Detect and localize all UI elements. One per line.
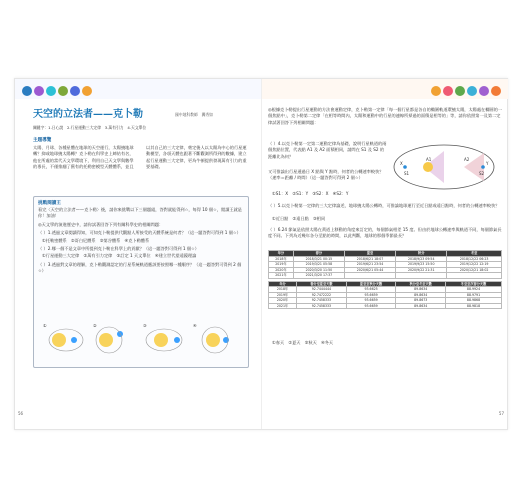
days-row-2021: 2021年 92.7458333 93.6659 89.8634 88.9818	[269, 303, 502, 309]
season-table-header-year: 年分	[269, 251, 294, 257]
season-row-2019: 2019年 2019/3/21 05:58 2019/6/21 23:54 2019/9/23 15:50 2019/12/22 12:19	[269, 262, 502, 268]
left-page	[15, 79, 261, 429]
season-table	[268, 250, 502, 279]
days-row-2018: 2018年 92.7444444 93.6625 89.8634 88.9924	[269, 287, 502, 293]
question-1b: （ ）2.哪一個不是文章中所提到克卜勒在科學上的貢獻？（這一題答對可得到 1 個☆）	[38, 246, 199, 252]
diagram-1-label: ①	[43, 323, 47, 328]
question-2a: （ ）4.以克卜勒第一定第二運動定律為基礎，說明行星軌道的兩個焦點位置，代表點 A1 及 A2 面積相同，請問在 S1 及 S2 的距離比為何？	[268, 141, 387, 159]
orbit-diagram-svg	[39, 320, 243, 358]
season-table-header-spring: 春分	[293, 251, 344, 257]
right-page-number: 57	[498, 411, 504, 416]
diagram-4	[193, 323, 229, 353]
question-2a-options: ①S1：X ②S1：Y ③S2：X ④S2：Y	[272, 191, 349, 196]
question-2c-options: ①春天 ②夏天 ③秋天 ④冬天	[272, 340, 334, 345]
days-table: 年分 春分至夏至天數 夏至至秋分天數 秋分至冬至天數 冬至至次春分天數 2018年 92.7444444 93.6625 89.8634 88.9924 2019年 92.7472222 93.6659 89.8634 88.9791 2020年 92.7458333 93.6659 89.8673 88.9868 2021年 92.7458333 93.6659 89.8634 88.9818	[268, 281, 502, 310]
ellipse-a2: A2	[464, 157, 470, 162]
days-row-2019: 2019年 92.7472222 93.6659 89.8634 88.9791	[269, 292, 502, 298]
diagram-3-label: ③	[143, 323, 147, 328]
season-table-wrap	[268, 250, 502, 309]
question-1c: （ ）3.透過對文章的理解，克卜勒觀測認定的行星系統軌道應該要按照哪一種順序？（這一題答對可得到 2 個☆）	[38, 261, 242, 274]
season-table-header-summer: 夏至	[344, 251, 395, 257]
challenge-intro: 看完〈天空的立法者——克卜勒〉後，請你來挑戰以下三個題組，答對就能得到☆，每得 10 個☆，閱讀王就是你！加油！	[38, 207, 242, 219]
article-byline: 國中地科教師 龔秀如	[175, 112, 213, 117]
question-2b: （ ）5.以克卜勒第一定律的三大定律論述，地球繞太陽公轉時，可推論地球運行至近日點或遠日點時，何者的公轉速率較快？	[268, 203, 500, 208]
book-spread	[14, 78, 508, 430]
ellipse-diagram	[388, 141, 500, 193]
question-1-stem: ◎天文學的演進歷史中，請你試著回答下列有關科學史的相關問題：	[38, 221, 164, 227]
season-row-2021: 2021年 2021/3/20 17:37	[269, 273, 502, 279]
season-row-2018: 2018年 2018/3/21 00:15 2018/6/21 18:07 2018/9/23 09:54 2018/12/22 06:23	[269, 256, 502, 262]
ellipse-s1: S1	[404, 171, 410, 176]
question-2-stem: ◎根據克卜勒提出行星運動的方法會運動定律，克卜勒第一定律「每一個行星都是各自的橢圓軌道環繞太陽，太陽處在橢圓的一個焦點中」，克卜勒第二定律「在相等時間內，太陽和運動中的行星的連線所掃過的面積是相等的」等，請你依照第一及第二定律試著回答下列相關問題：	[268, 107, 502, 125]
question-2c: （ ）6.24 節氣是依照太陽在黃道上移動的角度來訂定的，每個節氣相差 15 度。但由於地球公轉速率與軌道不同，每個節氣長度不同。下列為近幾年各分至點的時間，以此判斷，地球的那個季節最長？	[268, 227, 502, 239]
ellipse-svg	[388, 141, 500, 193]
orbit-diagram	[39, 320, 243, 358]
season-row-2020: 2020年 2020/3/20 11:50 2020/6/21 05:44 2020/9/22 21:31 2020/12/21 18:02	[269, 267, 502, 273]
question-1a-options: ①托勒密體系 ②哥白尼體系 ③第谷體系 ④克卜勒體系	[42, 237, 150, 243]
challenge-box	[33, 196, 249, 368]
diagram-3	[143, 323, 182, 351]
intro-heading: 主題導覽	[33, 138, 52, 143]
challenge-heading: 挑戰閱讀王	[38, 201, 61, 206]
right-color-strip	[431, 86, 501, 96]
ellipse-a1: A1	[426, 157, 432, 162]
left-page-number: 56	[18, 411, 24, 416]
season-table-header-autumn: 秋分	[396, 251, 447, 257]
ellipse-y: Y	[486, 161, 489, 166]
question-2a-extra: 又可推論出行星通過日 X 點與 Y 點時，何者的公轉速率較快？（速率＝距離 / 時間）（這一題答對可得到 2 個☆）	[268, 169, 384, 181]
right-page	[261, 79, 508, 429]
left-color-strip	[22, 86, 92, 96]
ellipse-s2: S2	[479, 171, 485, 176]
question-1b-options: ①行星運動三大定律 ②萬有引力定律 ③訂定 1 天文單位 ④建立世代望遠鏡理論	[42, 253, 197, 259]
days-row-2020: 2020年 92.7458333 93.6659 89.8673 88.9868	[269, 298, 502, 304]
season-table-header-winter: 冬至	[447, 251, 502, 257]
intro-text: 太陽、月球、各種星體在地球的天空運行，太陽繞地球轉？抑或地球繞太陽轉？克卜勒在科學史上締結有名，他在所處的當代天文學環境下，利用自己天文學與數學的專長，不僅推翻了舊有的托勒密模型天體體系，並且以其自己的三大定律，奠定後人以太陽為中心的行星運動模型，各項天體也跟著不斷觀測所得到的數據，建立起行星運動三大定律，更為牛頓提供發現萬有引力的重要基礎。	[33, 145, 247, 170]
question-2b-options: ①近日點 ②遠日點 ③相同	[272, 216, 326, 221]
ellipse-x: X	[400, 161, 403, 166]
question-1a: （ ）1.透過文章閱讀得知，可知克卜勒提供代觀點人所接受的天體系統是何者？（這一題答對可得到 1 個☆）	[38, 230, 241, 236]
article-keywords: 關鍵字：1.日心說 2.行星運動三大定律 3.萬有引力 4.天文單位	[33, 125, 147, 130]
diagram-2	[93, 323, 123, 353]
intro-box	[33, 137, 247, 187]
article-title: 天空的立法者——克卜勒	[33, 109, 143, 120]
diagram-4-label: ④	[193, 323, 197, 328]
diagram-1	[43, 323, 83, 351]
diagram-2-label: ②	[93, 323, 97, 328]
